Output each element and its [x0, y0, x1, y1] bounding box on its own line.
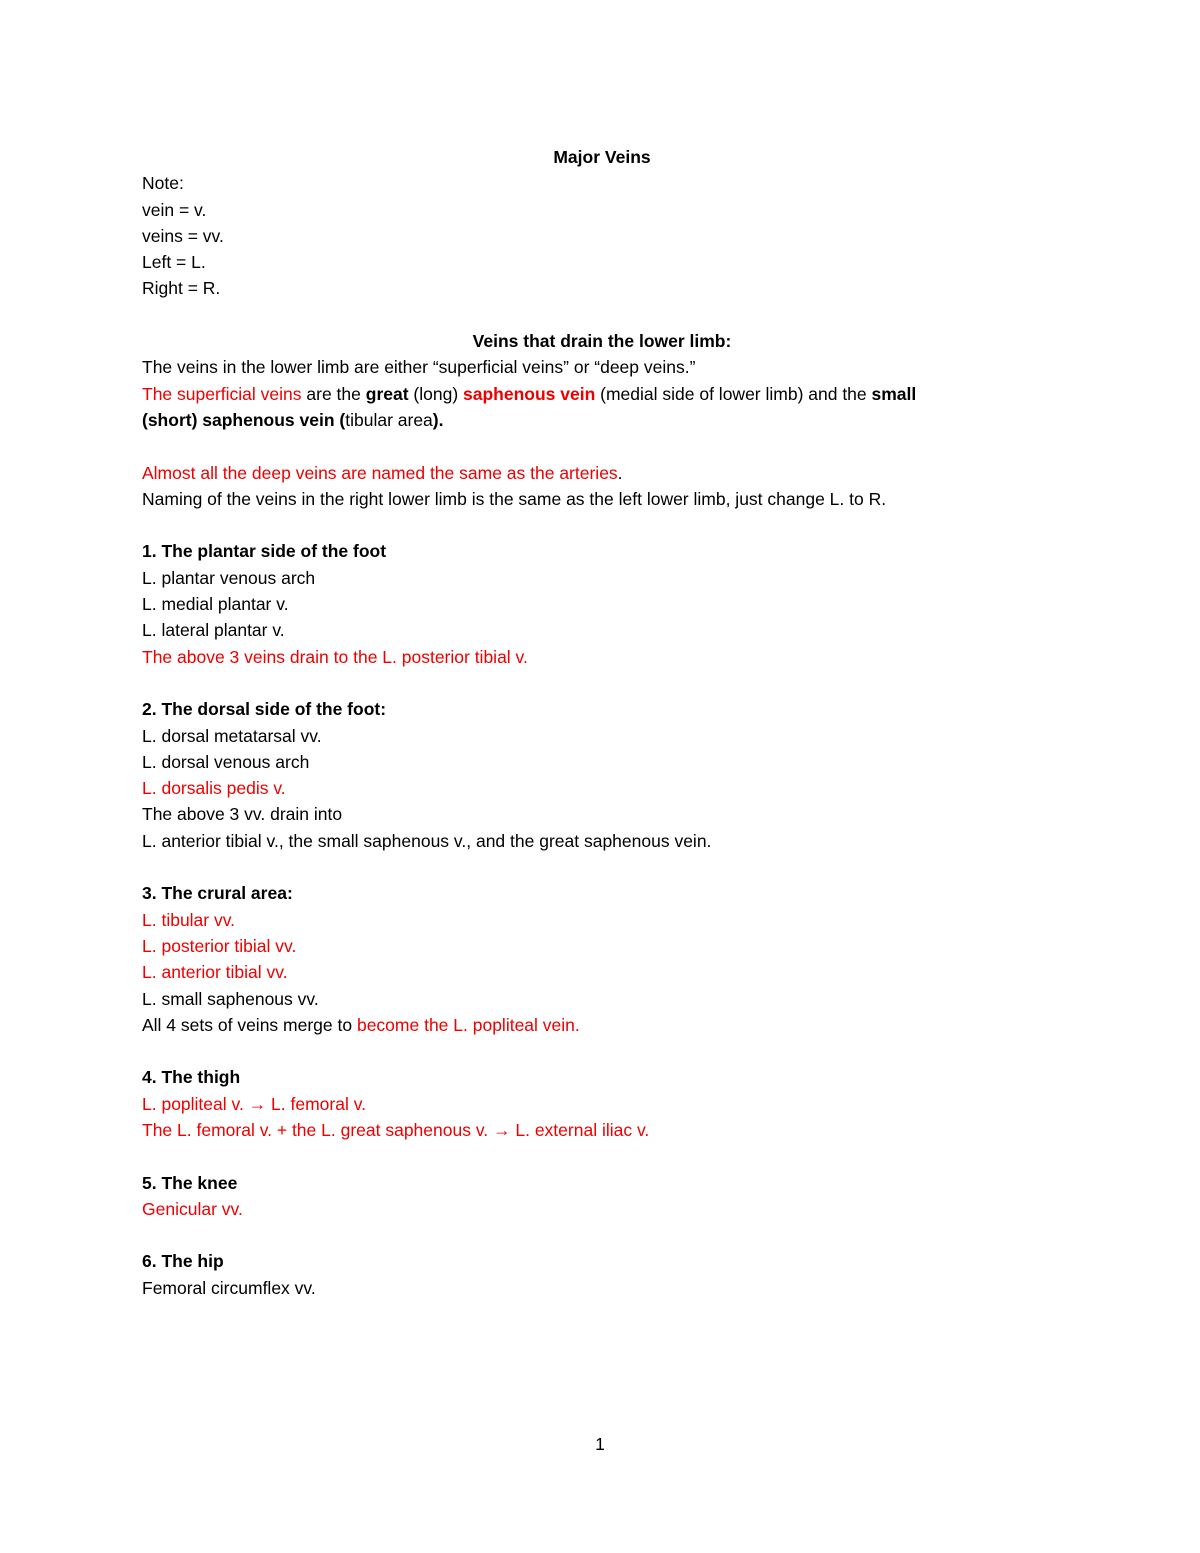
section-heading-plantar: 1. The plantar side of the foot — [142, 541, 387, 562]
superficial-veins-term: The superficial veins — [142, 383, 302, 404]
list-item: L. dorsalis pedis v. — [142, 778, 286, 799]
list-item: L. lateral plantar v. — [142, 620, 285, 641]
spacer — [142, 1038, 1062, 1064]
text-run: (medial side of lower limb) and the — [595, 383, 872, 404]
superficial-veins-line-2 — [142, 407, 1062, 433]
list-item: L. popliteal v. → L. femoral v. — [142, 1093, 367, 1114]
note-item: veins = vv. — [142, 225, 224, 246]
page-number: 1 — [595, 1434, 605, 1454]
spacer — [142, 670, 1062, 696]
great-term: great — [365, 383, 409, 404]
deep-veins-text: Almost all the deep veins are named the same as the arteries — [142, 462, 618, 483]
section-heading-knee: 5. The knee — [142, 1172, 238, 1193]
crural-merge-note — [142, 1012, 1062, 1038]
naming-note: Naming of the veins in the right lower limb is the same as the left lower limb, just change L. to R. — [142, 488, 887, 509]
superficial-veins-line-1 — [142, 381, 1062, 407]
note-item: Left = L. — [142, 252, 206, 273]
section-heading-thigh: 4. The thigh — [142, 1067, 241, 1088]
spacer — [142, 854, 1062, 880]
short-saphenous-term: (short) saphenous vein — [142, 409, 335, 430]
list-item: Femoral circumflex vv. — [142, 1277, 316, 1298]
section-heading-crural: 3. The crural area: — [142, 883, 293, 904]
lower-limb-intro: The veins in the lower limb are either “superficial veins” or “deep veins.” — [142, 357, 696, 378]
list-item: L. small saphenous vv. — [142, 988, 319, 1009]
saphenous-vein-term: saphenous vein — [463, 383, 596, 404]
document-title: Major Veins — [553, 147, 651, 167]
text-run: . — [617, 462, 623, 483]
section-heading-dorsal: 2. The dorsal side of the foot: — [142, 699, 387, 720]
list-item: L. tibular vv. — [142, 909, 236, 930]
spacer — [142, 1222, 1062, 1248]
list-item: The L. femoral v. + the L. great saphenous v. → L. external iliac v. — [142, 1119, 650, 1140]
merge-result: become the L. popliteal vein. — [356, 1014, 580, 1035]
dorsal-drain-label: The above 3 vv. drain into — [142, 804, 343, 825]
text-run: (long) — [408, 383, 464, 404]
note-item: vein = v. — [142, 199, 207, 220]
lower-limb-heading: Veins that drain the lower limb: — [472, 331, 732, 352]
plantar-summary: The above 3 veins drain to the L. posterior tibial v. — [142, 646, 528, 667]
note-item: Right = R. — [142, 278, 221, 299]
text-run: tibular area — [345, 409, 433, 430]
page-content — [142, 144, 1062, 1301]
spacer — [142, 433, 1062, 459]
deep-veins-note — [142, 460, 1062, 486]
small-term: small — [871, 383, 917, 404]
list-item: L. dorsal venous arch — [142, 751, 310, 772]
text-run: ( — [334, 409, 346, 430]
list-item: L. dorsal metatarsal vv. — [142, 725, 322, 746]
spacer — [142, 302, 1062, 328]
section-heading-hip: 6. The hip — [142, 1251, 224, 1272]
list-item: Genicular vv. — [142, 1198, 243, 1219]
list-item: L. plantar venous arch — [142, 567, 316, 588]
spacer — [142, 512, 1062, 538]
text-run: All 4 sets of veins merge to — [142, 1014, 357, 1035]
list-item: L. anterior tibial vv. — [142, 962, 288, 983]
text-run: ). — [432, 409, 444, 430]
dorsal-drain-targets: L. anterior tibial v., the small saphenous v., and the great saphenous vein. — [142, 830, 712, 851]
list-item: L. posterior tibial vv. — [142, 935, 297, 956]
text-run: are the — [301, 383, 366, 404]
list-item: L. medial plantar v. — [142, 594, 289, 615]
spacer — [142, 1143, 1062, 1169]
note-heading: Note: — [142, 173, 184, 194]
